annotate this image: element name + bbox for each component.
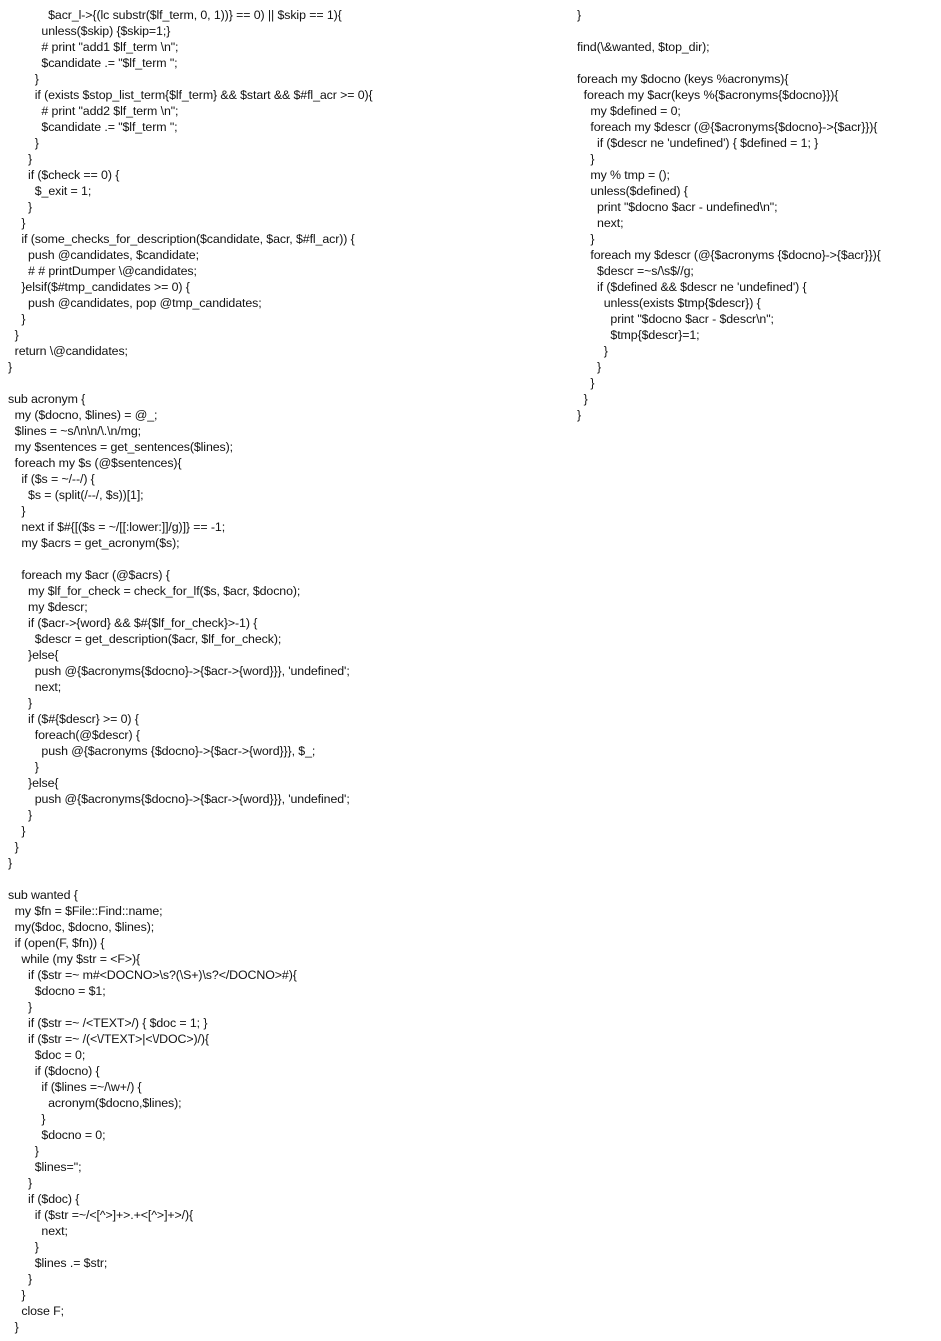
code-line: }else{ xyxy=(8,776,59,790)
code-line: } xyxy=(8,856,13,870)
code-line: push @candidates, $candidate; xyxy=(8,248,199,262)
code-line: foreach my $descr (@{$acronyms {$docno}->{$acr}}){ xyxy=(577,248,881,262)
code-line: my ($docno, $lines) = @_; xyxy=(8,408,158,422)
code-line: my $descr; xyxy=(8,600,88,614)
code-line xyxy=(8,871,568,887)
code-line: close F; xyxy=(8,1304,64,1318)
code-line: if (exists $stop_list_term{$lf_term} && $start && $#fl_acr >= 0){ xyxy=(8,88,373,102)
code-line: if ($descr ne 'undefined') { $defined = 1; } xyxy=(577,136,819,150)
code-line: foreach my $s (@$sentences){ xyxy=(8,456,182,470)
code-line: foreach my $descr (@{$acronyms{$docno}->{$acr}}){ xyxy=(577,120,878,134)
code-line: } xyxy=(8,312,26,326)
code-line: if ($s = ~/--/) { xyxy=(8,472,95,486)
code-line: my $sentences = get_sentences($lines); xyxy=(8,440,234,454)
code-line: } xyxy=(8,808,33,822)
code-line: } xyxy=(8,504,26,518)
code-line: # print "add1 $lf_term \n"; xyxy=(8,40,179,54)
code-line: print "$docno $acr - undefined\n"; xyxy=(577,200,778,214)
code-line: my % tmp = (); xyxy=(577,168,670,182)
code-line: # # printDumper \@candidates; xyxy=(8,264,197,278)
code-line: if ($doc) { xyxy=(8,1192,80,1206)
code-line: $lines .= $str; xyxy=(8,1256,108,1270)
code-line: print "$docno $acr - $descr\n"; xyxy=(577,312,774,326)
code-line: foreach my $acr(keys %{$acronyms{$docno}}){ xyxy=(577,88,839,102)
code-line: } xyxy=(577,344,608,358)
code-line: $tmp{$descr}=1; xyxy=(577,328,700,342)
code-line: } xyxy=(8,1176,33,1190)
code-line: } xyxy=(8,760,39,774)
code-line: } xyxy=(577,376,595,390)
code-line: find(\&wanted, $top_dir); xyxy=(577,40,710,54)
code-line: if ($str =~/<[^>]+>.+<[^>]+>/){ xyxy=(8,1208,194,1222)
code-line: } xyxy=(8,328,19,342)
code-line: $docno = $1; xyxy=(8,984,106,998)
code-line: } xyxy=(577,8,582,22)
code-line: $descr =~s/\s$//g; xyxy=(577,264,694,278)
code-line: } xyxy=(577,152,595,166)
code-line xyxy=(8,375,568,391)
code-line: if ($str =~ /(<\/TEXT>|<\/DOC>)/){ xyxy=(8,1032,209,1046)
code-line: } xyxy=(577,360,602,374)
code-line: my $acrs = get_acronym($s); xyxy=(8,536,180,550)
code-line: $descr = get_description($acr, $lf_for_check); xyxy=(8,632,282,646)
code-line: } xyxy=(8,72,39,86)
code-line: foreach my $docno (keys %acronyms){ xyxy=(577,72,789,86)
code-line: if ($defined && $descr ne 'undefined') { xyxy=(577,280,807,294)
code-line: $docno = 0; xyxy=(8,1128,106,1142)
code-line: } xyxy=(8,1112,46,1126)
code-column-left xyxy=(8,7,568,1335)
code-line: } xyxy=(8,1000,33,1014)
code-line xyxy=(577,23,939,39)
code-line: while (my $str = <F>){ xyxy=(8,952,141,966)
code-line: sub wanted { xyxy=(8,888,78,902)
code-line: if (open(F, $fn)) { xyxy=(8,936,105,950)
code-line: } xyxy=(8,200,33,214)
code-line: $s = (split(/--/, $s))[1]; xyxy=(8,488,144,502)
code-line: if ($str =~ m#<DOCNO>\s?(\S+)\s?</DOCNO>#){ xyxy=(8,968,297,982)
code-line: $_exit = 1; xyxy=(8,184,92,198)
code-line: } xyxy=(8,1144,39,1158)
code-line: $acr_l->{(lc substr($lf_term, 0, 1))} == 0) || $skip == 1){ xyxy=(8,8,342,22)
code-line: } xyxy=(8,1320,19,1334)
code-line: } xyxy=(8,696,33,710)
code-line: my $fn = $File::Find::name; xyxy=(8,904,163,918)
code-line: } xyxy=(8,1288,26,1302)
code-line: if ($acr->{word} && $#{$lf_for_check}>-1) { xyxy=(8,616,258,630)
code-line: push @{$acronyms{$docno}->{$acr->{word}}}, 'undefined'; xyxy=(8,792,350,806)
code-line: next; xyxy=(8,1224,68,1238)
code-line: unless($defined) { xyxy=(577,184,688,198)
code-line: if ($docno) { xyxy=(8,1064,100,1078)
code-line: if ($str =~ /<TEXT>/) { $doc = 1; } xyxy=(8,1016,208,1030)
code-line: next; xyxy=(577,216,624,230)
code-line: my $defined = 0; xyxy=(577,104,681,118)
code-line xyxy=(577,55,939,71)
code-line: } xyxy=(8,152,33,166)
code-line: } xyxy=(577,408,582,422)
code-column-right xyxy=(577,7,939,423)
code-line: sub acronym { xyxy=(8,392,86,406)
code-line: return \@candidates; xyxy=(8,344,128,358)
code-line: unless(exists $tmp{$descr}) { xyxy=(577,296,761,310)
code-line: if ($#{$descr} >= 0) { xyxy=(8,712,139,726)
code-line: } xyxy=(8,840,19,854)
code-line: next if $#{[($s = ~/[[:lower:]]/g)]} == -1; xyxy=(8,520,226,534)
code-line: if ($lines =~/\w+/) { xyxy=(8,1080,142,1094)
code-line: $lines=''; xyxy=(8,1160,82,1174)
code-line: } xyxy=(8,216,26,230)
code-line: my $lf_for_check = check_for_lf($s, $acr, $docno); xyxy=(8,584,301,598)
code-line: } xyxy=(8,824,26,838)
code-line: # print "add2 $lf_term \n"; xyxy=(8,104,179,118)
code-line: }else{ xyxy=(8,648,59,662)
code-line: $lines = ~s/\n\n/\.\n/mg; xyxy=(8,424,141,438)
code-line: if ($check == 0) { xyxy=(8,168,120,182)
code-line: $candidate .= "$lf_term "; xyxy=(8,120,178,134)
code-line: if (some_checks_for_description($candidate, $acr, $#fl_acr)) { xyxy=(8,232,355,246)
code-line: push @{$acronyms{$docno}->{$acr->{word}}}, 'undefined'; xyxy=(8,664,350,678)
code-line: } xyxy=(8,1272,33,1286)
code-line: } xyxy=(8,1240,39,1254)
code-line: }elsif($#tmp_candidates >= 0) { xyxy=(8,280,190,294)
code-line: $doc = 0; xyxy=(8,1048,86,1062)
code-line: next; xyxy=(8,680,62,694)
code-line: $candidate .= "$lf_term "; xyxy=(8,56,178,70)
code-line: acronym($docno,$lines); xyxy=(8,1096,182,1110)
code-line: push @candidates, pop @tmp_candidates; xyxy=(8,296,262,310)
code-line: } xyxy=(8,136,39,150)
code-line: } xyxy=(8,360,13,374)
code-line: } xyxy=(577,232,595,246)
code-line: foreach(@$descr) { xyxy=(8,728,140,742)
code-line: unless($skip) {$skip=1;} xyxy=(8,24,171,38)
code-line xyxy=(8,551,568,567)
code-line: push @{$acronyms {$docno}->{$acr->{word}}}, $_; xyxy=(8,744,316,758)
code-line: } xyxy=(577,392,588,406)
code-line: my($doc, $docno, $lines); xyxy=(8,920,155,934)
code-line: foreach my $acr (@$acrs) { xyxy=(8,568,170,582)
